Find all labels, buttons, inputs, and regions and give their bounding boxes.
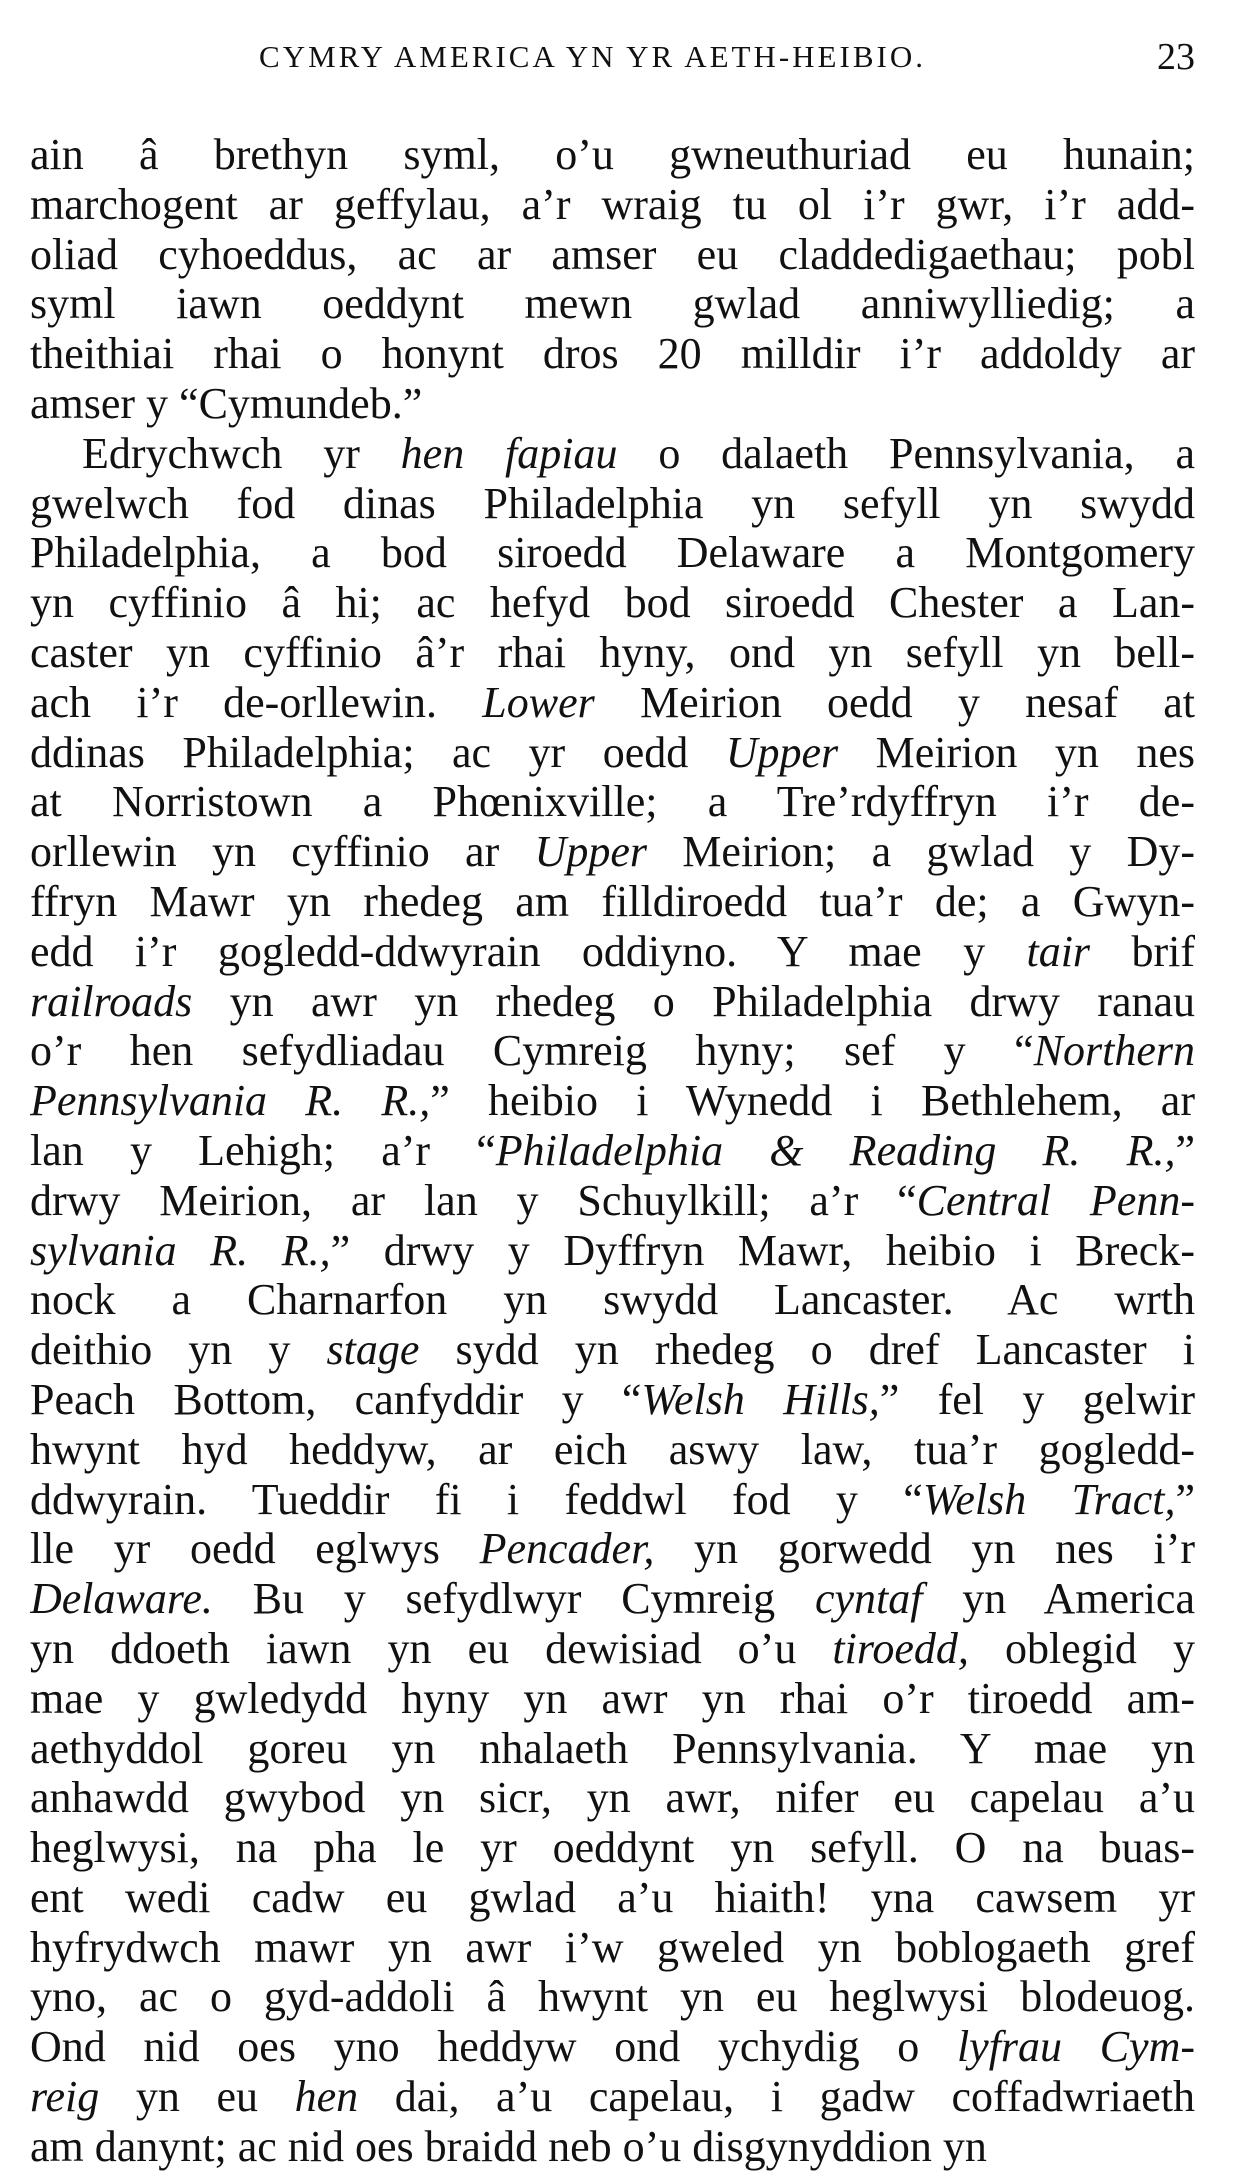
text-segment: syml iawn oeddynt mewn gwlad anniwylliedig; a bbox=[30, 279, 1195, 329]
text-segment: nock a Charnarfon yn swydd Lancaster. Ac wrth bbox=[30, 1275, 1195, 1325]
text-segment: at Norristown a Phœnixville; a Tre’rdyffryn i’r de- bbox=[30, 777, 1195, 827]
text-line bbox=[30, 130, 1195, 180]
text-segment: ent wedi cadw eu gwlad a’u hiaith! yna cawsem yr bbox=[30, 1872, 1195, 1922]
text-segment: ddinas Philadelphia; ac yr oedd bbox=[30, 727, 726, 777]
text-segment: o’r hen sefydliadau Cymreig hyny; sef y “ bbox=[30, 1026, 1034, 1076]
italic-text-segment: railroads bbox=[30, 976, 193, 1026]
text-line bbox=[30, 1674, 1195, 1724]
text-segment: ach i’r de-orllewin. bbox=[30, 677, 483, 727]
text-segment: drwy Meirion, ar lan y Schuylkill; a’r “ bbox=[30, 1175, 917, 1225]
text-segment: dai, a’u capelau, i gadw coffadwriaeth bbox=[358, 2072, 1195, 2122]
text-line bbox=[30, 429, 1195, 479]
text-segment: ” heibio i Wynedd i Bethlehem, ar bbox=[430, 1076, 1195, 1126]
text-line bbox=[30, 1226, 1195, 1276]
text-line bbox=[30, 379, 1195, 429]
text-segment: deithio yn y bbox=[30, 1325, 327, 1375]
text-line bbox=[30, 1923, 1195, 1973]
text-segment: mae y gwledydd hyny yn awr yn rhai o’r tiroedd am- bbox=[30, 1673, 1195, 1723]
italic-text-segment: Pencader, bbox=[479, 1524, 655, 1574]
text-segment: anhawdd gwybod yn sicr, yn awr, nifer eu capelau a’u bbox=[30, 1773, 1195, 1823]
text-segment: Peach Bottom, canfyddir y “ bbox=[30, 1374, 642, 1424]
text-segment: hyfrydwch mawr yn awr i’w gweled yn boblogaeth gref bbox=[30, 1922, 1195, 1972]
text-segment: aethyddol goreu yn nhalaeth Pennsylvania. Y mae yn bbox=[30, 1723, 1195, 1773]
body-text bbox=[30, 130, 1195, 2172]
italic-text-segment: stage bbox=[326, 1325, 420, 1375]
text-line bbox=[30, 2022, 1195, 2072]
text-segment: yn America bbox=[922, 1574, 1195, 1624]
italic-text-segment: Central Penn- bbox=[916, 1175, 1195, 1225]
text-line bbox=[30, 1773, 1195, 1823]
text-line bbox=[30, 279, 1195, 329]
italic-text-segment: reig bbox=[30, 2072, 100, 2122]
text-line bbox=[30, 1026, 1195, 1076]
italic-text-segment: cyntaf bbox=[814, 1574, 923, 1624]
text-segment: lle yr oedd eglwys bbox=[30, 1524, 480, 1574]
text-segment: marchogent ar geffylau, a’r wraig tu ol i’r gwr, i’r add- bbox=[30, 179, 1195, 229]
text-segment: ” bbox=[1175, 1474, 1195, 1524]
text-segment: oliad cyhoeddus, ac ar amser eu claddedigaethau; pobl bbox=[30, 229, 1195, 279]
text-segment: am danynt; ac nid oes braidd neb o’u disgynyddion yn bbox=[30, 2121, 987, 2171]
italic-text-segment: Delaware. bbox=[30, 1574, 213, 1624]
text-line bbox=[30, 1126, 1195, 1176]
text-line bbox=[30, 479, 1195, 529]
text-segment: heglwysi, na pha le yr oeddynt yn sefyll. O na buas- bbox=[30, 1823, 1195, 1873]
text-segment: Bu y sefydlwyr Cymreig bbox=[212, 1574, 815, 1624]
text-segment: Philadelphia, a bod siroedd Delaware a Montgomery bbox=[30, 528, 1195, 578]
text-line bbox=[30, 2122, 1195, 2172]
italic-text-segment: Upper bbox=[725, 727, 839, 777]
text-line bbox=[30, 180, 1195, 230]
text-segment: oblegid y bbox=[968, 1623, 1195, 1673]
text-line bbox=[30, 1823, 1195, 1873]
text-line bbox=[30, 728, 1195, 778]
text-line bbox=[30, 1574, 1195, 1624]
text-segment: gwelwch fod dinas Philadelphia yn sefyll yn swydd bbox=[30, 478, 1195, 528]
text-segment: yn awr yn rhedeg o Philadelphia drwy ranau bbox=[192, 976, 1195, 1026]
italic-text-segment: Northern bbox=[1033, 1026, 1195, 1076]
text-segment: orllewin yn cyffinio ar bbox=[30, 827, 535, 877]
page-number: 23 bbox=[1157, 36, 1195, 78]
italic-text-segment: Welsh Tract, bbox=[922, 1474, 1176, 1524]
text-line bbox=[30, 927, 1195, 977]
text-segment: hwynt hyd heddyw, ar eich aswy law, tua’r gogledd- bbox=[30, 1424, 1195, 1474]
text-line bbox=[30, 578, 1195, 628]
text-segment: ffryn Mawr yn rhedeg am filldiroedd tua’r de; a Gwyn- bbox=[30, 876, 1195, 926]
text-segment: ain â brethyn syml, o’u gwneuthuriad eu hunain; bbox=[30, 130, 1195, 179]
text-line bbox=[30, 1375, 1195, 1425]
text-segment: lan y Lehigh; a’r “ bbox=[30, 1125, 496, 1175]
italic-text-segment: sylvania R. R., bbox=[30, 1225, 331, 1275]
text-line bbox=[30, 877, 1195, 927]
text-line bbox=[30, 2072, 1195, 2122]
text-segment: sydd yn rhedeg o dref Lancaster i bbox=[419, 1325, 1195, 1375]
text-segment: Edrychwch yr bbox=[82, 428, 401, 478]
text-segment: edd i’r gogledd-ddwyrain oddiyno. Y mae y bbox=[30, 926, 1027, 976]
text-segment: theithiai rhai o honynt dros 20 milldir i’r addoldy ar bbox=[30, 329, 1195, 379]
text-segment: yn ddoeth iawn yn eu dewisiad o’u bbox=[30, 1623, 833, 1673]
text-segment: Ond nid oes yno heddyw ond ychydig o bbox=[30, 2022, 957, 2072]
running-title: CYMRY AMERICA YN YR AETH-HEIBIO. bbox=[259, 39, 926, 74]
text-segment: yn eu bbox=[99, 2072, 295, 2122]
italic-text-segment: tair bbox=[1026, 926, 1091, 976]
italic-text-segment: Upper bbox=[534, 827, 647, 877]
text-segment: caster yn cyffinio â’r rhai hyny, ond yn sefyll yn bell- bbox=[30, 627, 1195, 677]
text-line bbox=[30, 977, 1195, 1027]
italic-text-segment: tiroedd, bbox=[832, 1623, 969, 1673]
text-segment: yn gorwedd yn nes i’r bbox=[654, 1524, 1195, 1574]
italic-text-segment: lyfrau Cym- bbox=[956, 2022, 1195, 2072]
text-line bbox=[30, 1325, 1195, 1375]
text-line bbox=[30, 1076, 1195, 1126]
text-segment: Meirion; a gwlad y Dy- bbox=[646, 827, 1195, 877]
text-segment: ” drwy y Dyffryn Mawr, heibio i Breck- bbox=[330, 1225, 1195, 1275]
text-segment: Meirion yn nes bbox=[838, 727, 1195, 777]
italic-text-segment: Philadelphia & Reading R. R., bbox=[495, 1125, 1176, 1175]
italic-text-segment: Pennsylvania R. R., bbox=[30, 1076, 431, 1126]
text-line bbox=[30, 230, 1195, 280]
italic-text-segment: Lower bbox=[482, 677, 595, 727]
italic-text-segment: hen bbox=[294, 2072, 359, 2122]
text-segment: ” bbox=[1175, 1125, 1195, 1175]
text-line bbox=[30, 678, 1195, 728]
text-segment: brif bbox=[1090, 926, 1195, 976]
text-segment: yn cyffinio â hi; ac hefyd bod siroedd Chester a Lan- bbox=[30, 578, 1195, 628]
text-segment: o dalaeth Pennsylvania, a bbox=[617, 428, 1195, 478]
text-segment: ” fel y gelwir bbox=[879, 1374, 1195, 1424]
text-line bbox=[30, 1624, 1195, 1674]
text-segment: ddwyrain. Tueddir fi i feddwl fod y “ bbox=[30, 1474, 923, 1524]
text-line bbox=[30, 1873, 1195, 1923]
text-line bbox=[30, 329, 1195, 379]
text-segment: yno, ac o gyd-addoli â hwynt yn eu heglwysi blodeuog. bbox=[30, 1972, 1195, 2022]
text-line bbox=[30, 1524, 1195, 1574]
text-line bbox=[30, 1176, 1195, 1226]
text-line bbox=[30, 1425, 1195, 1475]
text-line bbox=[30, 1724, 1195, 1774]
text-line bbox=[30, 628, 1195, 678]
text-line bbox=[30, 827, 1195, 877]
text-line bbox=[30, 528, 1195, 578]
text-segment: amser y “Cymundeb.” bbox=[30, 378, 423, 428]
text-line bbox=[30, 1275, 1195, 1325]
running-header bbox=[30, 32, 1195, 82]
italic-text-segment: Welsh Hills, bbox=[641, 1374, 880, 1424]
text-line bbox=[30, 1475, 1195, 1525]
text-line bbox=[30, 777, 1195, 827]
text-line bbox=[30, 1972, 1195, 2022]
text-segment: Meirion oedd y nesaf at bbox=[594, 677, 1195, 727]
italic-text-segment: hen fapiau bbox=[400, 428, 618, 478]
